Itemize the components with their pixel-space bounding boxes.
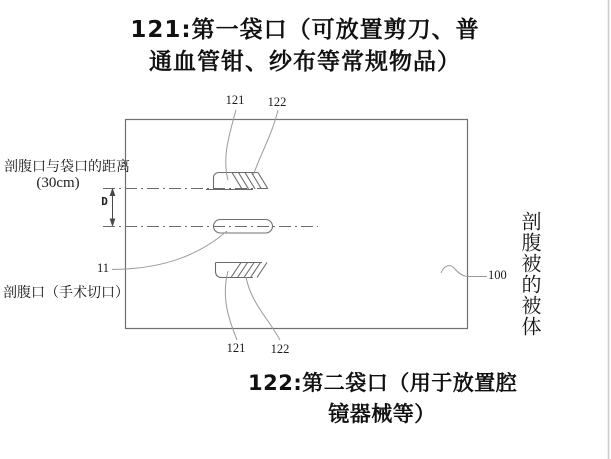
leader-121-bottom — [225, 271, 237, 340]
drape-body-label: 剖腹被的被体 — [518, 211, 542, 337]
top-caption — [100, 14, 510, 78]
ref-122-top: 122 — [267, 95, 287, 109]
bottom-caption-line2: 镜器械等） — [328, 402, 436, 426]
distance-label: 剖腹口与袋口的距离 — [4, 159, 130, 175]
dimension-d-label: D — [101, 195, 108, 208]
leader-11 — [112, 231, 227, 270]
arrow-down-icon — [110, 219, 116, 228]
leader-121-top — [226, 110, 236, 180]
ref-122-bottom: 122 — [270, 342, 290, 356]
leader-100 — [441, 266, 487, 277]
leader-lines — [112, 110, 487, 340]
ref-100-drape-body: 100 — [488, 268, 507, 282]
incision-label: 剖腹口（手术切口） — [3, 285, 129, 301]
bottom-pocket — [216, 263, 268, 278]
bottom-caption — [248, 368, 516, 430]
leader-122-bottom — [246, 277, 280, 340]
distance-value: (30cm) — [36, 175, 80, 191]
bottom-caption-line1: 122:第二袋口（用于放置腔 — [248, 371, 518, 395]
top-pocket — [206, 173, 268, 190]
ref-121-bottom: 121 — [226, 341, 246, 355]
top-caption-line1: 121:第一袋口（可放置剪刀、普 — [130, 17, 480, 43]
top-caption-line2: 通血管钳、纱布等常规物品） — [149, 49, 461, 75]
drape-body-outline — [126, 120, 468, 329]
ref-11-incision: 11 — [96, 261, 110, 275]
center-lines — [103, 189, 318, 227]
ref-121-top: 121 — [225, 93, 245, 107]
